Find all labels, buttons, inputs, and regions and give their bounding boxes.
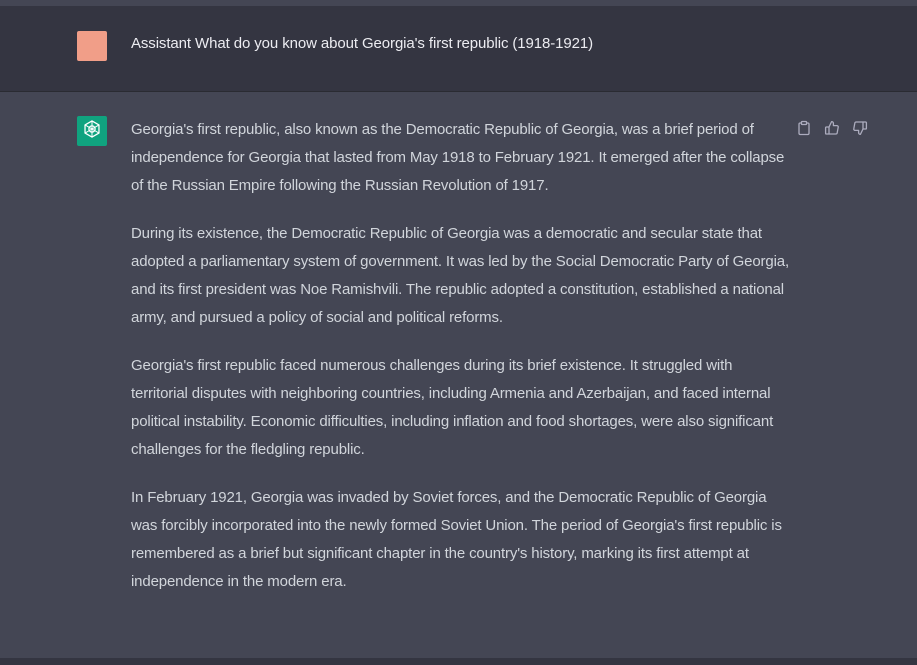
thumbs-up-icon [824, 120, 840, 136]
answer-paragraph: During its existence, the Democratic Republic of Georgia was a democratic and secular state that adopted a parliamentary system of government. It was led by the Social Democratic Party of Georgia, and its first president was Noe Ramishvili. The republic adopted a constitution, established a national army, and pursued a policy of social and political reforms. [131, 225, 789, 326]
message-actions [795, 119, 869, 137]
assistant-message-row [0, 92, 917, 658]
copy-button[interactable] [795, 119, 813, 137]
answer-paragraph: Georgia's first republic faced numerous challenges during its brief existence. It struggled with territorial disputes with neighboring countries, including Armenia and Azerbaijan, and faced internal political instability. Economic difficulties, including inflation and food shortages, were also significant challenges for the fledgling republic. [131, 357, 774, 458]
answer-paragraph: Georgia's first republic, also known as the Democratic Republic of Georgia, was a brief period of independence for Georgia that lasted from May 1918 to February 1921. It emerged after the collapse of the Russian Empire following the Russian Revolution of 1917. [131, 121, 785, 194]
next-message-strip [0, 658, 917, 665]
answer-paragraph: In February 1921, Georgia was invaded by Soviet forces, and the Democratic Republic of Georgia was forcibly incorporated into the newly formed Soviet Union. The period of Georgia's first republic is remembered as a brief but significant chapter in the country's history, marking its first attempt at independence in the modern era. [131, 489, 782, 590]
assistant-message-text [131, 116, 791, 616]
assistant-avatar [77, 116, 107, 146]
copy-icon [796, 120, 812, 136]
thumbs-down-button[interactable] [851, 119, 869, 137]
user-avatar [77, 31, 107, 61]
openai-logo-icon [81, 118, 103, 145]
thumbs-down-icon [852, 120, 868, 136]
thumbs-up-button[interactable] [823, 119, 841, 137]
user-message-row [0, 6, 917, 92]
user-message-text: Assistant What do you know about Georgia's first republic (1918-1921) [131, 35, 594, 52]
